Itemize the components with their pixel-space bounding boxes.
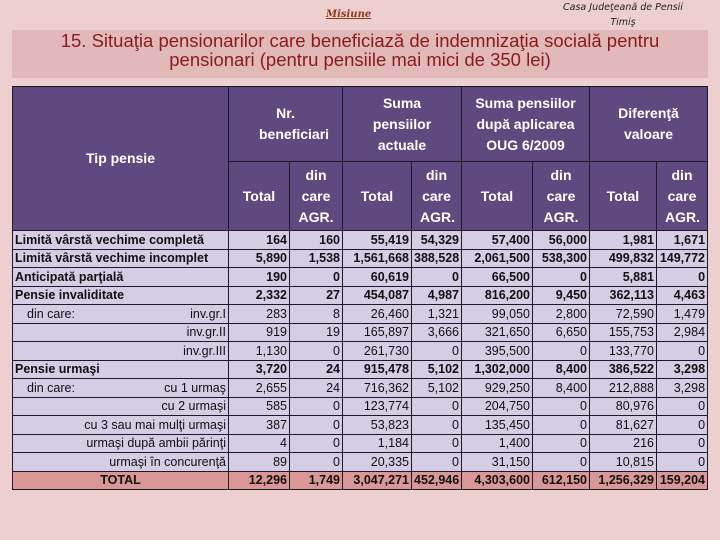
row-label xyxy=(13,434,229,453)
row-label-text: cu 2 urmaşi xyxy=(161,399,226,414)
value-cell: 1,400 xyxy=(462,434,533,453)
value-cell: 499,832 xyxy=(590,249,657,268)
value-cell: 2,800 xyxy=(533,305,590,324)
value-cell: 452,946 xyxy=(412,471,462,490)
value-cell: 0 xyxy=(657,453,708,472)
value-cell: 0 xyxy=(657,342,708,361)
din-care-label: din care: xyxy=(27,306,75,321)
value-cell: 321,650 xyxy=(462,323,533,342)
subheader-din-care-agr: din care AGR. xyxy=(657,162,708,231)
value-cell: 0 xyxy=(657,397,708,416)
value-cell: 0 xyxy=(533,434,590,453)
total-row xyxy=(13,471,708,490)
value-cell: 31,150 xyxy=(462,453,533,472)
value-cell: 0 xyxy=(412,342,462,361)
value-cell: 5,890 xyxy=(229,249,290,268)
value-cell: 3,666 xyxy=(412,323,462,342)
title-line-1: 15. Situaţia pensionarilor care beneficiază de indemnizaţia socială pentru xyxy=(60,30,660,51)
value-cell: 0 xyxy=(290,453,343,472)
value-cell: 2,332 xyxy=(229,286,290,305)
title-line-2: pensionari (pentru pensiile mai mici de 350 lei) xyxy=(169,49,551,70)
row-label xyxy=(13,286,229,305)
value-cell: 165,897 xyxy=(343,323,412,342)
value-cell: 1,749 xyxy=(290,471,343,490)
value-cell: 0 xyxy=(533,416,590,435)
subheader-din-care-agr: din care AGR. xyxy=(533,162,590,231)
value-cell: 3,047,271 xyxy=(343,471,412,490)
header-suma-oug: Suma pensiilor după aplicarea OUG 6/2009 xyxy=(462,87,590,162)
table-row xyxy=(13,249,708,268)
value-cell: 0 xyxy=(290,434,343,453)
value-cell: 0 xyxy=(412,397,462,416)
value-cell: 160 xyxy=(290,231,343,250)
table-row xyxy=(13,342,708,361)
value-cell: 164 xyxy=(229,231,290,250)
subheader-total: Total xyxy=(462,162,533,231)
value-cell: 89 xyxy=(229,453,290,472)
value-cell: 8,400 xyxy=(533,379,590,398)
row-label xyxy=(13,268,229,287)
value-cell: 0 xyxy=(412,434,462,453)
value-cell: 0 xyxy=(533,397,590,416)
table-row xyxy=(13,416,708,435)
value-cell: 216 xyxy=(590,434,657,453)
table-row xyxy=(13,434,708,453)
value-cell: 204,750 xyxy=(462,397,533,416)
subheader-total: Total xyxy=(343,162,412,231)
value-cell: 1,130 xyxy=(229,342,290,361)
row-label xyxy=(13,342,229,361)
value-cell: 3,298 xyxy=(657,379,708,398)
value-cell: 915,478 xyxy=(343,360,412,379)
row-label-text: urmaşi în concurenţă xyxy=(109,454,226,469)
row-label-text: Limită vârstă vechime incomplet xyxy=(15,251,209,266)
table-row xyxy=(13,286,708,305)
value-cell: 6,650 xyxy=(533,323,590,342)
value-cell: 0 xyxy=(290,416,343,435)
row-label xyxy=(13,305,229,324)
value-cell: 5,102 xyxy=(412,360,462,379)
value-cell: 24 xyxy=(290,360,343,379)
value-cell: 1,184 xyxy=(343,434,412,453)
value-cell: 395,500 xyxy=(462,342,533,361)
value-cell: 190 xyxy=(229,268,290,287)
row-label xyxy=(13,471,229,490)
row-label-text: cu 1 urmaş xyxy=(164,380,226,395)
row-label xyxy=(13,231,229,250)
table-row xyxy=(13,453,708,472)
value-cell: 57,400 xyxy=(462,231,533,250)
value-cell: 261,730 xyxy=(343,342,412,361)
row-label-text: Pensie invaliditate xyxy=(15,288,125,303)
value-cell: 27 xyxy=(290,286,343,305)
value-cell: 26,460 xyxy=(343,305,412,324)
value-cell: 0 xyxy=(412,453,462,472)
value-cell: 20,335 xyxy=(343,453,412,472)
value-cell: 2,984 xyxy=(657,323,708,342)
value-cell: 4,303,600 xyxy=(462,471,533,490)
value-cell: 19 xyxy=(290,323,343,342)
value-cell: 5,881 xyxy=(590,268,657,287)
row-label xyxy=(13,397,229,416)
table-row xyxy=(13,231,708,250)
page-title xyxy=(12,31,708,69)
row-label xyxy=(13,379,229,398)
value-cell: 929,250 xyxy=(462,379,533,398)
value-cell: 0 xyxy=(290,397,343,416)
row-label xyxy=(13,453,229,472)
din-care-label: din care: xyxy=(27,380,75,395)
value-cell: 3,720 xyxy=(229,360,290,379)
row-label-text: Pensie urmaşi xyxy=(15,362,100,377)
org-line-1: Casa Judeţeană de Pensii xyxy=(563,2,683,13)
value-cell: 1,256,329 xyxy=(590,471,657,490)
value-cell: 4,987 xyxy=(412,286,462,305)
table-row xyxy=(13,360,708,379)
value-cell: 72,590 xyxy=(590,305,657,324)
value-cell: 1,479 xyxy=(657,305,708,324)
row-label-text: Anticipată parţială xyxy=(15,269,124,284)
org-line-2: Timiş xyxy=(610,17,636,28)
value-cell: 716,362 xyxy=(343,379,412,398)
row-label-text: Limită vârstă vechime completă xyxy=(15,232,204,247)
subheader-din-care-agr: din care AGR. xyxy=(290,162,343,231)
value-cell: 4,463 xyxy=(657,286,708,305)
value-cell: 80,976 xyxy=(590,397,657,416)
pension-table xyxy=(12,86,708,490)
table-row xyxy=(13,305,708,324)
row-label-text: cu 3 sau mai mulţi urmaşi xyxy=(84,417,226,432)
value-cell: 159,204 xyxy=(657,471,708,490)
value-cell: 123,774 xyxy=(343,397,412,416)
value-cell: 1,538 xyxy=(290,249,343,268)
header-tip-pensie: Tip pensie xyxy=(13,87,229,231)
value-cell: 99,050 xyxy=(462,305,533,324)
value-cell: 1,981 xyxy=(590,231,657,250)
value-cell: 10,815 xyxy=(590,453,657,472)
table-row xyxy=(13,323,708,342)
subheader-total: Total xyxy=(229,162,290,231)
row-label-text: inv.gr.I xyxy=(190,306,226,321)
value-cell: 585 xyxy=(229,397,290,416)
value-cell: 283 xyxy=(229,305,290,324)
value-cell: 0 xyxy=(412,416,462,435)
value-cell: 1,302,000 xyxy=(462,360,533,379)
row-label-text: urmaşi după ambii părinţi xyxy=(86,436,226,451)
value-cell: 386,522 xyxy=(590,360,657,379)
value-cell: 149,772 xyxy=(657,249,708,268)
row-label-text: inv.gr.III xyxy=(183,343,226,358)
subheader-total: Total xyxy=(590,162,657,231)
value-cell: 0 xyxy=(657,434,708,453)
value-cell: 2,061,500 xyxy=(462,249,533,268)
value-cell: 133,770 xyxy=(590,342,657,361)
value-cell: 155,753 xyxy=(590,323,657,342)
row-label xyxy=(13,249,229,268)
value-cell: 538,300 xyxy=(533,249,590,268)
value-cell: 0 xyxy=(412,268,462,287)
value-cell: 919 xyxy=(229,323,290,342)
header-suma-actuale: Suma pensiilor actuale xyxy=(343,87,462,162)
row-label xyxy=(13,360,229,379)
row-label-text: inv.gr.II xyxy=(186,325,226,340)
value-cell: 388,528 xyxy=(412,249,462,268)
value-cell: 2,655 xyxy=(229,379,290,398)
value-cell: 212,888 xyxy=(590,379,657,398)
value-cell: 1,561,668 xyxy=(343,249,412,268)
value-cell: 1,671 xyxy=(657,231,708,250)
value-cell: 53,823 xyxy=(343,416,412,435)
value-cell: 55,419 xyxy=(343,231,412,250)
row-label xyxy=(13,416,229,435)
table-row xyxy=(13,397,708,416)
value-cell: 81,627 xyxy=(590,416,657,435)
value-cell: 9,450 xyxy=(533,286,590,305)
value-cell: 387 xyxy=(229,416,290,435)
table-row xyxy=(13,268,708,287)
value-cell: 816,200 xyxy=(462,286,533,305)
value-cell: 66,500 xyxy=(462,268,533,287)
value-cell: 8,400 xyxy=(533,360,590,379)
value-cell: 4 xyxy=(229,434,290,453)
value-cell: 0 xyxy=(533,268,590,287)
value-cell: 0 xyxy=(533,342,590,361)
header-nr-beneficiari: Nr. beneficiari xyxy=(229,87,343,162)
row-label xyxy=(13,323,229,342)
value-cell: 5,102 xyxy=(412,379,462,398)
value-cell: 0 xyxy=(290,268,343,287)
value-cell: 60,619 xyxy=(343,268,412,287)
value-cell: 3,298 xyxy=(657,360,708,379)
value-cell: 362,113 xyxy=(590,286,657,305)
value-cell: 0 xyxy=(290,342,343,361)
value-cell: 1,321 xyxy=(412,305,462,324)
subheader-din-care-agr: din care AGR. xyxy=(412,162,462,231)
row-label-text: TOTAL xyxy=(100,473,141,488)
misiune-link[interactable]: Misiune xyxy=(326,9,372,20)
value-cell: 56,000 xyxy=(533,231,590,250)
value-cell: 0 xyxy=(657,268,708,287)
value-cell: 12,296 xyxy=(229,471,290,490)
table-row xyxy=(13,379,708,398)
value-cell: 0 xyxy=(533,453,590,472)
organization-name xyxy=(548,0,698,30)
value-cell: 8 xyxy=(290,305,343,324)
value-cell: 24 xyxy=(290,379,343,398)
value-cell: 54,329 xyxy=(412,231,462,250)
header-diferenta: Diferenţă valoare xyxy=(590,87,708,162)
value-cell: 0 xyxy=(657,416,708,435)
value-cell: 454,087 xyxy=(343,286,412,305)
value-cell: 612,150 xyxy=(533,471,590,490)
value-cell: 135,450 xyxy=(462,416,533,435)
